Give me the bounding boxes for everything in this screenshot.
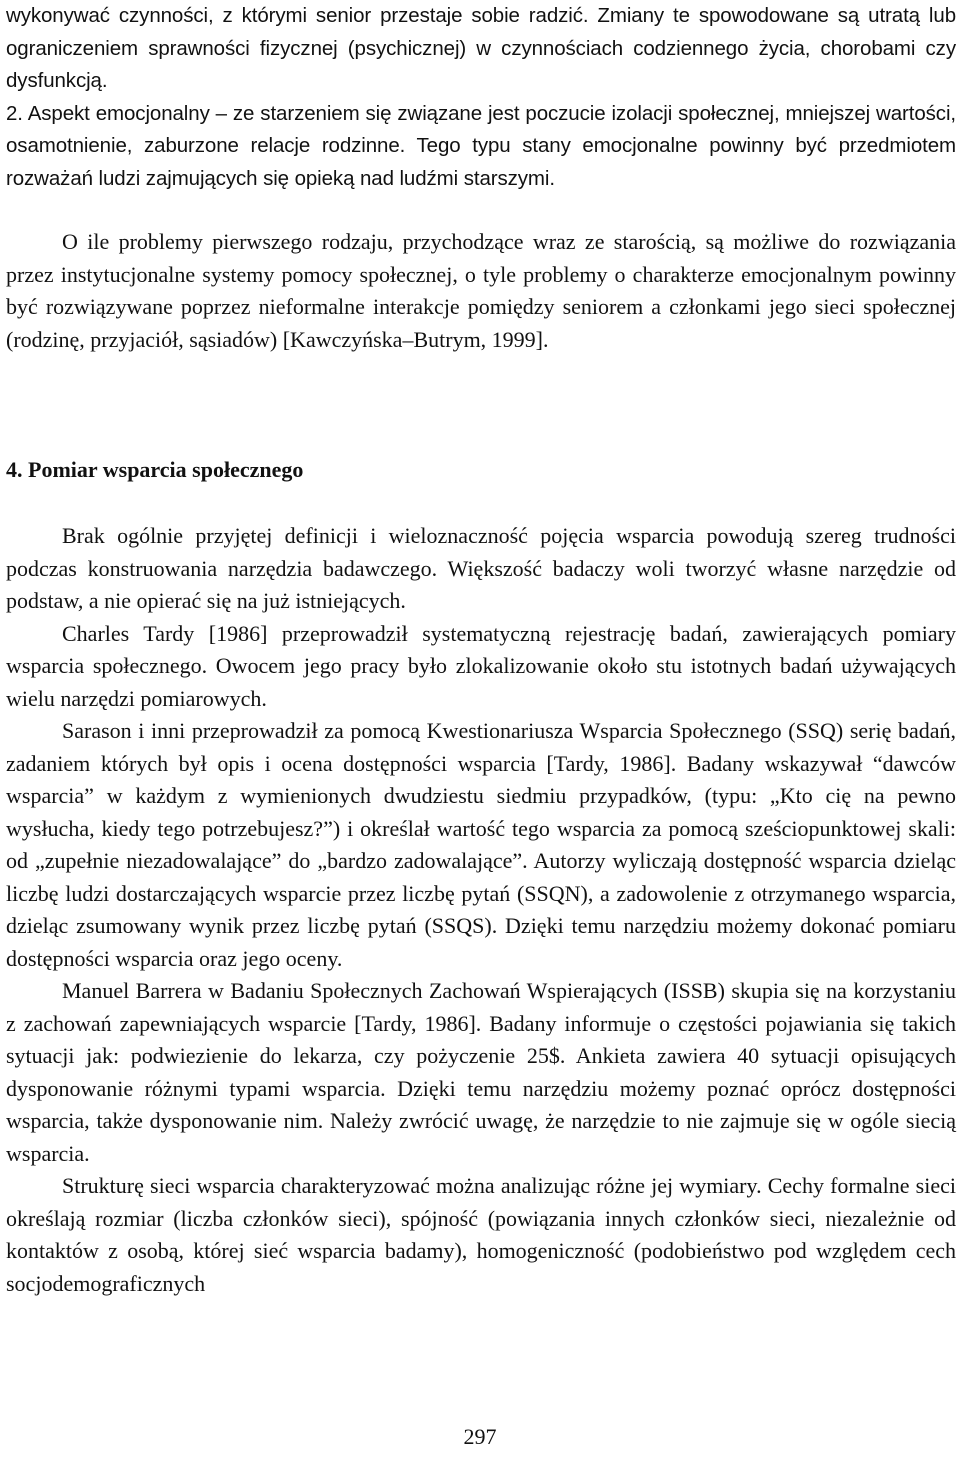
paragraph-network-structure: Strukturę sieci wsparcia charakteryzować można analizując różne jej wymiary. Cechy formalne sieci określają rozmiar (liczba członków sieci), spójność (powiązania innych członków sieci, niezależnie od kontaktów z osobą, której sieć wsparcia badamy), homogeniczność (podobieństwo pod względem cech socjodemograficznych (6, 1173, 956, 1296)
paragraph-barrera: Manuel Barrera w Badaniu Społecznych Zachowań Wspierających (ISSB) skupia się na korzystaniu z zachowań zapewniających wsparcie [Tardy, 1986]. Badany informuje o częstości pojawiania się takich sytuacji jak: podwiezienie do lekarza, czy pożyczenie 25$. Ankieta zawiera 40 sytuacji opisujących dysponowanie różnymi typami wsparcia. Dzięki temu narzędziu możemy poznać oprócz dostępności wsparcia, także dysponowanie nim. Należy zwrócić uwagę, że narzędzie to nie zajmuje się w ogóle siecią wsparcia. (6, 978, 956, 1166)
paragraph-continued: wykonywać czynności, z którymi senior przestaje sobie radzić. Zmiany te spowodowane są utratą lub ograniczeniem sprawności fizycznej (psychicznej) w czynnościach codziennego życia, chorobami czy dysfunkcją. (6, 4, 956, 92)
paragraph-emotional-aspect: 2. Aspekt emocjonalny – ze starzeniem się związane jest poczucie izolacji społecznej, mniejszej wartości, osamotnienie, zaburzone relacje rodzinne. Tego typu stany emocjonalne powinny być przedmiotem rozważań ludzi zajmujących się opieką nad ludźmi starszymi. (6, 101, 956, 190)
paragraph-tardy: Charles Tardy [1986] przeprowadził systematyczną rejestrację badań, zawierających pomiary wsparcia społecznego. Owocem jego pracy było zlokalizowanie około stu istotnych badań używających wielu narzędzi pomiarowych. (6, 620, 956, 711)
text-block-measurement (6, 520, 956, 1300)
text-block-top (6, 0, 956, 195)
section-heading: 4. Pomiar wsparcia społecznego (6, 457, 304, 482)
paragraph-problems: O ile problemy pierwszego rodzaju, przychodzące wraz ze starością, są możliwe do rozwiązania przez instytucjonalne systemy pomocy społecznej, o tyle problemy o charakterze emocjonalnym powinny być rozwiązywane poprzez nieformalne interakcje pomiędzy seniorem a członkami jego sieci społecznej (rodzinę, przyjaciół, sąsiadów) [Kawczyńska–Butrym, 1999]. (6, 229, 956, 352)
text-block-problems (6, 226, 956, 356)
paragraph-definition: Brak ogólnie przyjętej definicji i wieloznaczność pojęcia wsparcia powodują szereg trudności podczas konstruowania narzędzia badawczego. Większość badaczy woli tworzyć własne narzędzie od podstaw, a nie opierać się na już istniejących. (6, 523, 956, 613)
paragraph-sarason: Sarason i inni przeprowadził za pomocą Kwestionariusza Wsparcia Społecznego (SSQ) serię badań, zadaniem których był opis i ocena dostępności wsparcia [Tardy, 1986]. Badany wskazywał “dawców wsparcia” w każdym z wymienionych dwudziestu siedmiu przypadków, (typu: „Kto cię na pewno wysłucha, kiedy tego potrzebujesz?”) i określał wartość tego wsparcia za pomocą sześciopunktowej skali: od „zupełnie niezadowalające” do „bardzo zadowalające”. Autorzy wyliczają dostępność wsparcia dzieląc liczbę ludzi dostarczających wsparcie przez liczbę pytań (SSQN), a zadowolenie z otrzymanego wsparcia, dzieląc zsumowany wynik przez liczbę pytań (SSQS). Dzięki temu narzędziu możemy dokonać pomiaru dostępności wsparcia oraz jego oceny. (6, 718, 956, 971)
page-number: 297 (463, 1424, 497, 1449)
